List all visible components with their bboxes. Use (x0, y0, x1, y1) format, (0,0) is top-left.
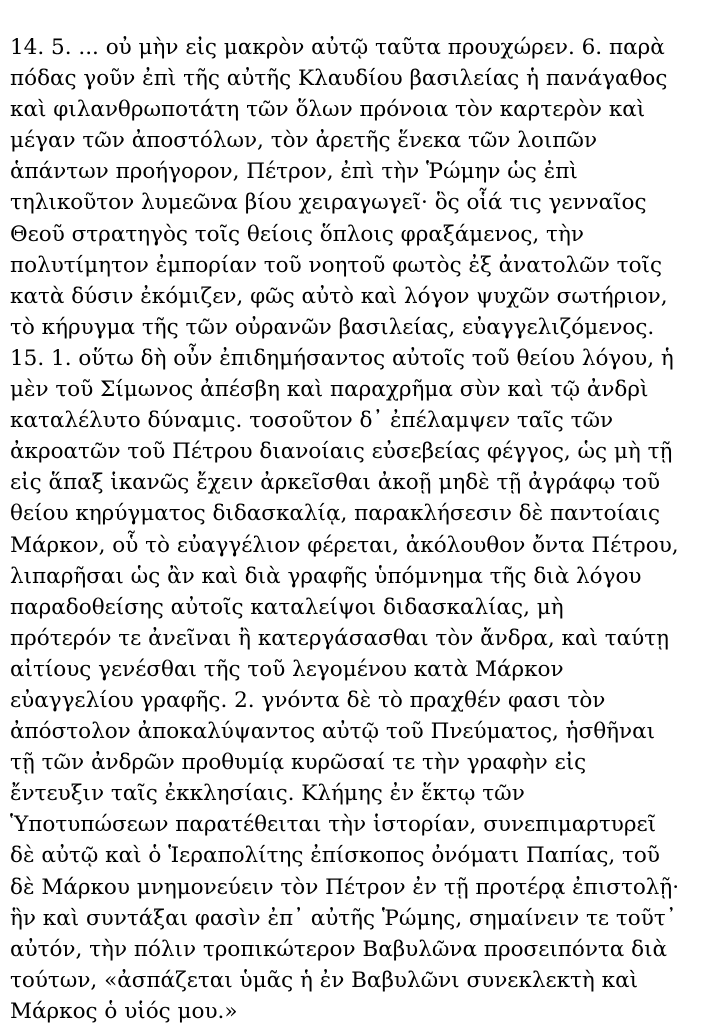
text-line: Θεοῦ στρατηγὸς τοῖς θείοις ὅπλοις φραξάμενος, τὴν (10, 221, 584, 247)
text-line: κατὰ δύσιν ἐκόμιζεν, φῶς αὐτὸ καὶ λόγον ψυχῶν σωτήριον, (10, 283, 668, 309)
text-line: 14. 5. ... οὐ μὴν εἰς μακρὸν αὐτῷ ταῦτα προυχώρεν. 6. παρὰ (10, 35, 665, 60)
text-line: πόδας γοῦν ἐπὶ τῆς αὐτῆς Κλαυδίου βασιλείας ἡ πανάγαθος (10, 66, 668, 92)
text-line: μέγαν τῶν ἀποστόλων, τὸν ἀρετῆς ἕνεκα τῶν λοιπῶν (10, 128, 598, 154)
text-line: ἀπόστολον ἀποκαλύψαντος αὐτῷ τοῦ Πνεύματος, ἡσθῆναι (10, 719, 656, 745)
text-line: παραδοθείσης αὐτοῖς καταλείψοι διδασκαλίας, μὴ (10, 594, 564, 620)
text-line: εἰς ἅπαξ ἱκανῶς ἔχειν ἀρκεῖσθαι ἀκοῇ μηδὲ τῇ ἀγράφῳ τοῦ (10, 470, 661, 496)
text-line: Μάρκον, οὗ τὸ εὐαγγέλιον φέρεται, ἀκόλουθον ὄντα Πέτρου, (10, 532, 679, 558)
text-line: Ὑποτυπώσεων παρατέθειται τὴν ἱστορίαν, συνεπιμαρτυρεῖ (10, 812, 657, 838)
text-line: ἔντευξιν ταῖς ἐκκλησίαις. Κλήμης ἐν ἕκτῳ τῶν (10, 781, 525, 807)
text-line: τὸ κήρυγμα τῆς τῶν οὐρανῶν βασιλείας, εὐαγγελιζόμενος. (10, 314, 655, 340)
text-line: δὲ Μάρκου μνημονεύειν τὸν Πέτρον ἐν τῇ προτέρᾳ ἐπιστολῇ· (10, 874, 680, 900)
text-line: αὐτόν, τὴν πόλιν τροπικώτερον Βαβυλῶνα προσειπόντα διὰ (10, 936, 668, 962)
text-line: τηλικοῦτον λυμεῶνα βίου χειραγωγεῖ· ὃς οἷά τις γενναῖος (10, 190, 647, 216)
text-line: τῇ τῶν ἀνδρῶν προθυμίᾳ κυρῶσαί τε τὴν γραφὴν εἰς (10, 750, 587, 776)
greek-text-body (10, 32, 700, 1027)
text-line: τούτων, «ἀσπάζεται ὑμᾶς ἡ ἐν Βαβυλῶνι συνεκλεκτὴ καὶ (10, 967, 639, 993)
text-line: πολυτίμητον ἐμπορίαν τοῦ νοητοῦ φωτὸς ἐξ ἀνατολῶν τοῖς (10, 252, 662, 278)
text-line: θείου κηρύγματος διδασκαλίᾳ, παρακλήσεσιν δὲ παντοίαις (10, 501, 661, 527)
text-line: καὶ φιλανθρωποτάτη τῶν ὅλων πρόνοια τὸν καρτερὸν καὶ (10, 97, 646, 123)
text-line: αἰτίους γενέσθαι τῆς τοῦ λεγομένου κατὰ Μάρκον (10, 656, 564, 682)
text-line: μὲν τοῦ Σίμωνος ἀπέσβη καὶ παραχρῆμα σὺν καὶ τῷ ἀνδρὶ (10, 377, 649, 403)
text-line: καταλέλυτο δύναμις. τοσοῦτον δ᾽ ἐπέλαμψεν ταῖς τῶν (10, 408, 614, 434)
text-line: ἀκροατῶν τοῦ Πέτρου διανοίαις εὐσεβείας φέγγος, ὡς μὴ τῇ (10, 439, 673, 465)
text-line: Μάρκος ὁ υἱός μου.» (10, 998, 238, 1024)
text-line: ἁπάντων προήγορον, Πέτρον, ἐπὶ τὴν Ῥώμην ὡς ἐπὶ (10, 159, 578, 185)
text-line: ἣν καὶ συντάξαι φασὶν ἐπ᾽ αὐτῆς Ῥώμης, σημαίνειν τε τοῦτ᾽ (10, 905, 677, 931)
text-line: πρότερόν τε ἀνεῖναι ἢ κατεργάσασθαι τὸν ἄνδρα, καὶ ταύτῃ (10, 625, 670, 651)
text-line: λιπαρῆσαι ὡς ἂν καὶ διὰ γραφῆς ὑπόμνημα τῆς διὰ λόγου (10, 563, 642, 589)
text-line: 15. 1. οὕτω δὴ οὖν ἐπιδημήσαντος αὐτοῖς τοῦ θείου λόγου, ἡ (10, 345, 674, 371)
text-line: δὲ αὐτῷ καὶ ὁ Ἱεραπολίτης ἐπίσκοπος ὀνόματι Παπίας, τοῦ (10, 843, 660, 869)
text-line: εὐαγγελίου γραφῆς. 2. γνόντα δὲ τὸ πραχθέν φασι τὸν (10, 687, 606, 713)
